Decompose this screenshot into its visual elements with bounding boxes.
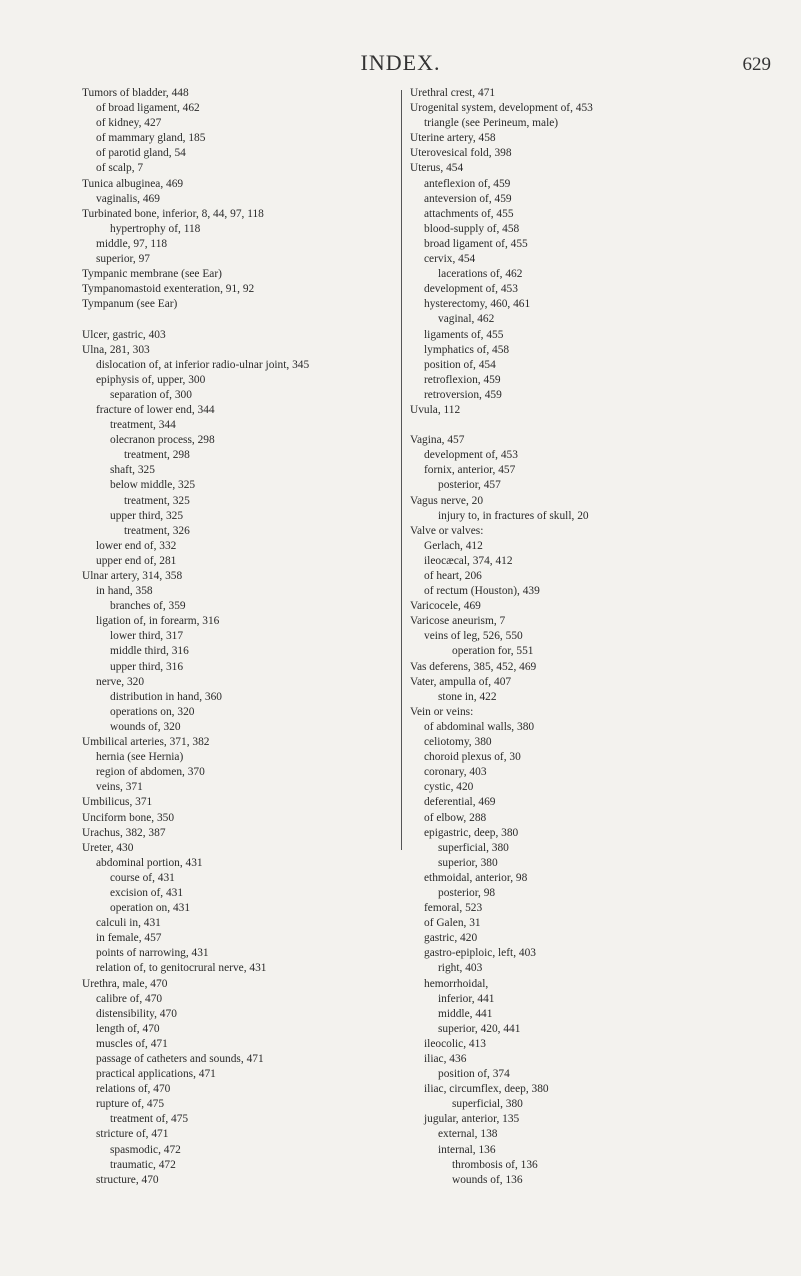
index-entry: epiphysis of, upper, 300 bbox=[96, 373, 206, 386]
index-entry: retroflexion, 459 bbox=[424, 373, 501, 386]
index-entry: thrombosis of, 136 bbox=[452, 1158, 538, 1171]
index-entry: wounds of, 136 bbox=[452, 1173, 523, 1186]
index-entry: lacerations of, 462 bbox=[438, 268, 523, 281]
index-entry: internal, 136 bbox=[438, 1143, 496, 1156]
index-entry: fracture of lower end, 344 bbox=[96, 403, 215, 416]
index-entry: fornix, anterior, 457 bbox=[424, 464, 516, 477]
index-entry: deferential, 469 bbox=[424, 796, 496, 809]
index-entry: gastric, 420 bbox=[424, 932, 478, 945]
section-gap bbox=[82, 312, 427, 327]
index-entry: dislocation of, at inferior radio-ulnar joint, 345 bbox=[96, 358, 310, 371]
index-entry: retroversion, 459 bbox=[424, 388, 502, 401]
index-entry: relations of, 470 bbox=[96, 1083, 171, 1096]
index-entry: of rectum (Houston), 439 bbox=[424, 585, 540, 598]
index-entry: excision of, 431 bbox=[110, 886, 184, 899]
index-entry: middle, 441 bbox=[438, 1007, 493, 1020]
index-entry: practical applications, 471 bbox=[96, 1068, 216, 1081]
index-entry: Varicocele, 469 bbox=[410, 600, 481, 613]
index-entry: superficial, 380 bbox=[438, 841, 509, 854]
index-entry: Ureter, 430 bbox=[82, 841, 134, 854]
index-entry: lower third, 317 bbox=[110, 630, 184, 643]
index-entry: superior, 380 bbox=[438, 856, 498, 869]
index-entry: anteflexion of, 459 bbox=[424, 177, 511, 190]
index-entry: middle, 97, 118 bbox=[96, 237, 168, 250]
index-entry: wounds of, 320 bbox=[110, 720, 181, 733]
index-entry: of parotid gland, 54 bbox=[96, 147, 186, 160]
index-entry: veins of leg, 526, 550 bbox=[424, 630, 523, 643]
index-entry: Vagus nerve, 20 bbox=[410, 494, 484, 507]
index-entry: position of, 454 bbox=[424, 358, 496, 371]
index-entry: femoral, 523 bbox=[424, 902, 483, 915]
index-entry: Uterus, 454 bbox=[410, 162, 464, 175]
index-entry: separation of, 300 bbox=[110, 388, 192, 401]
index-entry: Tympanomastoid exenteration, 91, 92 bbox=[82, 283, 255, 296]
index-entry: posterior, 98 bbox=[438, 886, 496, 899]
index-entry: vaginalis, 469 bbox=[96, 192, 160, 205]
index-entry: olecranon process, 298 bbox=[110, 434, 215, 447]
index-entry: vaginal, 462 bbox=[438, 313, 495, 326]
index-entry: coronary, 403 bbox=[424, 766, 487, 779]
index-entry: Urethral crest, 471 bbox=[410, 87, 496, 99]
index-entry: passage of catheters and sounds, 471 bbox=[96, 1053, 264, 1065]
index-entry: Urachus, 382, 387 bbox=[82, 826, 166, 839]
index-entry: celiotomy, 380 bbox=[424, 736, 492, 749]
index-entry: of scalp, 7 bbox=[96, 162, 144, 175]
index-entry: calibre of, 470 bbox=[96, 992, 163, 1005]
index-entry: Tympanum (see Ear) bbox=[82, 298, 178, 311]
index-entry: epigastric, deep, 380 bbox=[424, 826, 519, 839]
index-entry: development of, 453 bbox=[424, 283, 518, 296]
index-entry: nerve, 320 bbox=[96, 675, 145, 688]
index-entry: Gerlach, 412 bbox=[424, 539, 483, 552]
index-entry: ethmoidal, anterior, 98 bbox=[424, 871, 528, 884]
index-entry: ileocæcal, 374, 412 bbox=[424, 554, 513, 567]
index-entry: shaft, 325 bbox=[110, 464, 155, 477]
index-entry: development of, 453 bbox=[424, 449, 518, 462]
index-entry: treatment of, 475 bbox=[110, 1113, 189, 1126]
index-entry: Uterovesical fold, 398 bbox=[410, 147, 512, 160]
index-entry: Vein or veins: bbox=[410, 705, 474, 718]
index-entry: operation on, 431 bbox=[110, 902, 191, 915]
index-entry: broad ligament of, 455 bbox=[424, 237, 528, 250]
page-title: INDEX. bbox=[360, 50, 441, 75]
index-entry: external, 138 bbox=[438, 1128, 498, 1141]
index-entry: rupture of, 475 bbox=[96, 1098, 165, 1111]
index-entry: cervix, 454 bbox=[424, 253, 476, 266]
index-entry: distribution in hand, 360 bbox=[110, 690, 223, 703]
index-entry: hernia (see Hernia) bbox=[96, 751, 184, 764]
page-header bbox=[0, 50, 801, 80]
index-entry: hypertrophy of, 118 bbox=[110, 222, 201, 235]
index-entry: Unciform bone, 350 bbox=[82, 811, 175, 824]
index-entry: in female, 457 bbox=[96, 932, 162, 945]
index-entry: ileocolic, 413 bbox=[424, 1037, 486, 1050]
index-entry: injury to, in fractures of skull, 20 bbox=[438, 509, 589, 522]
index-entry: of abdominal walls, 380 bbox=[424, 720, 535, 733]
index-entry: right, 403 bbox=[438, 962, 483, 975]
index-entry: operation for, 551 bbox=[452, 645, 534, 658]
index-entry: Vater, ampulla of, 407 bbox=[410, 675, 512, 688]
index-entry: region of abdomen, 370 bbox=[96, 766, 205, 779]
index-column-left bbox=[82, 86, 427, 1188]
index-entry: relation of, to genitocrural nerve, 431 bbox=[96, 962, 267, 975]
index-entry: superior, 97 bbox=[96, 253, 150, 266]
index-entry: Umbilical arteries, 371, 382 bbox=[82, 736, 210, 749]
index-entry: branches of, 359 bbox=[110, 600, 186, 613]
index-entry: upper third, 325 bbox=[110, 509, 184, 522]
index-entry: superior, 420, 441 bbox=[438, 1022, 521, 1035]
index-entry: iliac, 436 bbox=[424, 1053, 467, 1065]
index-entry: upper end of, 281 bbox=[96, 554, 177, 567]
index-entry: lymphatics of, 458 bbox=[424, 343, 510, 356]
index-entry: cystic, 420 bbox=[424, 781, 474, 794]
index-entry: triangle (see Perineum, male) bbox=[424, 117, 559, 130]
index-entry: muscles of, 471 bbox=[96, 1037, 168, 1050]
index-entry: Ulna, 281, 303 bbox=[82, 343, 150, 356]
index-entry: of mammary gland, 185 bbox=[96, 132, 206, 145]
index-entry: position of, 374 bbox=[438, 1068, 510, 1081]
index-entry: middle third, 316 bbox=[110, 645, 189, 658]
index-entry: treatment, 344 bbox=[110, 419, 176, 432]
index-entry: ligation of, in forearm, 316 bbox=[96, 615, 220, 628]
index-entry: Tumors of bladder, 448 bbox=[82, 87, 189, 99]
index-entry: Uterine artery, 458 bbox=[410, 132, 496, 145]
index-entry: iliac, circumflex, deep, 380 bbox=[424, 1083, 549, 1096]
index-entry: traumatic, 472 bbox=[110, 1158, 176, 1171]
index-entry: points of narrowing, 431 bbox=[96, 947, 209, 960]
index-entry: veins, 371 bbox=[96, 781, 143, 794]
index-entry: of kidney, 427 bbox=[96, 117, 162, 130]
index-entry: Urogenital system, development of, 453 bbox=[410, 102, 593, 115]
index-entry: lower end of, 332 bbox=[96, 539, 177, 552]
index-entry: of Galen, 31 bbox=[424, 917, 481, 930]
index-entry: Urethra, male, 470 bbox=[82, 977, 168, 990]
index-entry: course of, 431 bbox=[110, 871, 175, 884]
page-number: 629 bbox=[742, 54, 771, 75]
index-entry: of heart, 206 bbox=[424, 570, 482, 582]
index-entry: calculi in, 431 bbox=[96, 917, 161, 930]
section-gap bbox=[410, 418, 780, 433]
index-entry: Varicose aneurism, 7 bbox=[410, 615, 506, 628]
index-entry: upper third, 316 bbox=[110, 660, 184, 673]
index-entry: Turbinated bone, inferior, 8, 44, 97, 118 bbox=[82, 207, 264, 220]
index-entry: blood-supply of, 458 bbox=[424, 222, 520, 235]
index-entry: below middle, 325 bbox=[110, 479, 196, 492]
index-entry: stone in, 422 bbox=[438, 690, 497, 703]
index-entry: hemorrhoidal, bbox=[424, 977, 489, 990]
index-entry: in hand, 358 bbox=[96, 585, 153, 598]
index-entry: Tympanic membrane (see Ear) bbox=[82, 268, 222, 281]
index-entry: choroid plexus of, 30 bbox=[424, 751, 521, 764]
index-entry: gastro-epiploic, left, 403 bbox=[424, 947, 536, 960]
index-entry: spasmodic, 472 bbox=[110, 1143, 181, 1156]
index-entry: Vas deferens, 385, 452, 469 bbox=[410, 660, 537, 673]
index-entry: treatment, 326 bbox=[124, 524, 190, 537]
index-entry: treatment, 298 bbox=[124, 449, 190, 462]
index-entry: Valve or valves: bbox=[410, 524, 484, 537]
index-entry: superficial, 380 bbox=[452, 1098, 523, 1111]
index-entry: operations on, 320 bbox=[110, 705, 195, 718]
index-entry: posterior, 457 bbox=[438, 479, 501, 492]
index-entry: Uvula, 112 bbox=[410, 403, 461, 416]
index-entry: abdominal portion, 431 bbox=[96, 856, 203, 869]
index-entry: treatment, 325 bbox=[124, 494, 190, 507]
index-entry: inferior, 441 bbox=[438, 992, 495, 1005]
index-entry: Vagina, 457 bbox=[410, 434, 465, 447]
index-entry: length of, 470 bbox=[96, 1022, 160, 1035]
index-entry: Ulcer, gastric, 403 bbox=[82, 328, 166, 341]
index-column-right bbox=[410, 86, 780, 1188]
column-divider bbox=[401, 90, 402, 850]
index-entry: hysterectomy, 460, 461 bbox=[424, 298, 531, 311]
index-entry: structure, 470 bbox=[96, 1173, 159, 1186]
index-entry: distensibility, 470 bbox=[96, 1007, 177, 1020]
index-entry: of elbow, 288 bbox=[424, 811, 487, 824]
index-entry: Umbilicus, 371 bbox=[82, 796, 153, 809]
index-entry: attachments of, 455 bbox=[424, 207, 514, 220]
index-entry: stricture of, 471 bbox=[96, 1128, 169, 1141]
index-entry: anteversion of, 459 bbox=[424, 192, 512, 205]
index-entry: jugular, anterior, 135 bbox=[424, 1113, 520, 1126]
index-entry: ligaments of, 455 bbox=[424, 328, 504, 341]
index-entry: Tunica albuginea, 469 bbox=[82, 177, 184, 190]
index-entry: Ulnar artery, 314, 358 bbox=[82, 570, 183, 582]
index-entry: of broad ligament, 462 bbox=[96, 102, 200, 115]
